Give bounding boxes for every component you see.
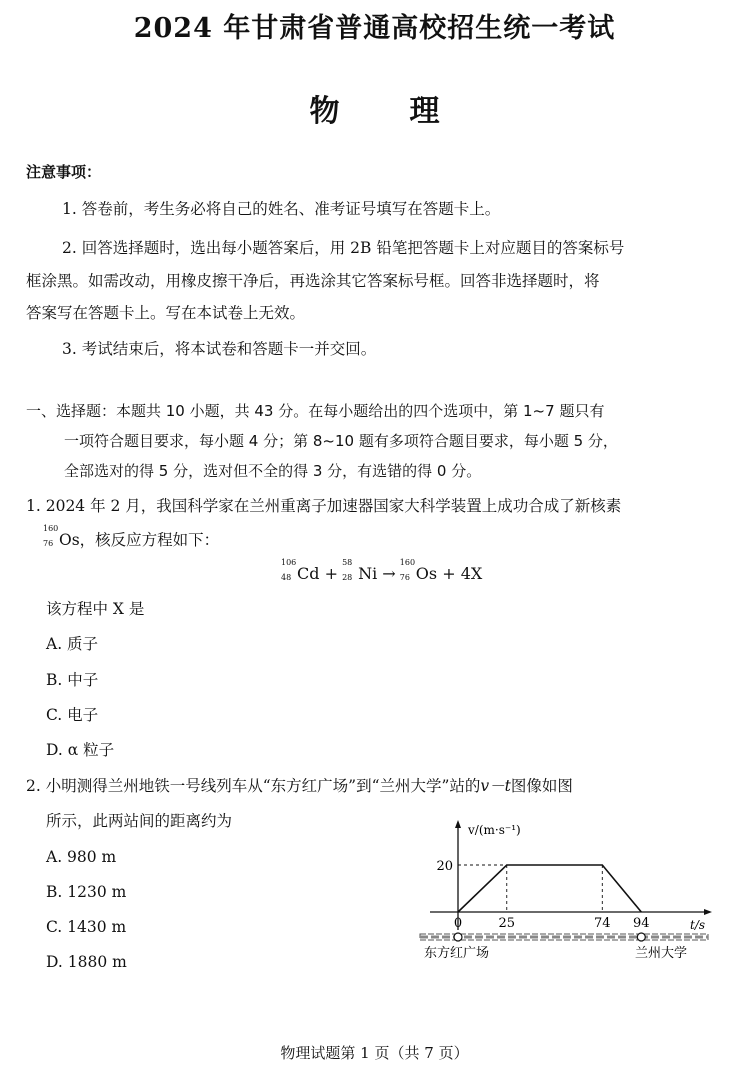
section-1-line-2: 一项符合题目要求，每小题 4 分；第 8~10 题有多项符合题目要求，每小题 5 分， — [64, 432, 618, 450]
vt-label: v－t — [480, 777, 511, 795]
x-axis-arrow — [704, 909, 712, 915]
cd-nuclide: 106 48 — [281, 558, 297, 582]
x-tick-0: 0 — [453, 916, 463, 931]
q1-option-d: D. α 粒子 — [46, 741, 115, 759]
x-tick-25: 25 — [498, 916, 516, 931]
os-nuclide: 160 76 — [399, 558, 416, 582]
q1-stem-line-2: 160 76 Os，核反应方程如下： — [43, 524, 220, 549]
velocity-series-line — [458, 865, 641, 912]
exam-title: 2024 年甘肃省普通高校招生统一考试 — [133, 13, 616, 44]
note-item-1: 1. 答卷前，考生务必将自己的姓名、准考证号填写在答题卡上。 — [62, 200, 501, 218]
y-axis-arrow — [455, 820, 461, 828]
q2-option-a: A. 980 m — [46, 848, 117, 866]
q2-option-d: D. 1880 m — [46, 953, 127, 971]
q1-question: 该方程中 X 是 — [46, 600, 145, 618]
note-item-3: 3. 考试结束后，将本试卷和答题卡一并交回。 — [62, 340, 377, 358]
station-end-label: 兰州大学 — [635, 946, 688, 961]
nuclear-equation: 106 48 Cd + 58 28 Ni → 160 76 Os + 4X — [281, 558, 483, 583]
x-axis-label: t/s — [690, 918, 706, 932]
subject-title: 物理 — [309, 94, 510, 129]
q1-option-c: C. 电子 — [46, 706, 99, 724]
q1-stem-line-1: 1. 2024 年 2 月，我国科学家在兰州重离子加速器国家大科学装置上成功合成了新核素 — [26, 497, 622, 515]
x-tick-74: 74 — [594, 916, 611, 931]
os-nuclide-inline: 160 76 — [43, 524, 59, 548]
station-end-marker — [637, 933, 645, 941]
q2-stem-line-2: 所示，此两站间的距离约为 — [46, 812, 233, 830]
section-1-instructions — [26, 396, 726, 486]
q2-stem-line-1: 2. 小明测得兰州地铁一号线列车从“东方红广场”到“兰州大学”站的v－t图像如图 — [26, 777, 573, 795]
q2-option-c: C. 1430 m — [46, 918, 127, 936]
y-axis-label: v/(m·s⁻¹) — [468, 823, 521, 837]
y-tick-20: 20 — [436, 859, 453, 874]
station-start-marker — [454, 933, 462, 941]
q1-option-b: B. 中子 — [46, 671, 99, 689]
q1-option-a: A. 质子 — [46, 635, 99, 653]
page-footer: 物理试题第 1 页（共 7 页） — [280, 1044, 469, 1062]
vt-chart — [400, 818, 720, 968]
note-item-2-line-2: 框涂黑。如需改动，用橡皮擦干净后，再选涂其它答案标号框。回答非选择题时，将 — [26, 272, 600, 290]
ni-nuclide: 58 28 — [342, 558, 353, 582]
x-tick-94: 94 — [633, 916, 650, 931]
station-start-label: 东方红广场 — [424, 946, 490, 961]
note-item-2-line-1: 2. 回答选择题时，选出每小题答案后，用 2B 铅笔把答题卡上对应题目的答案标号 — [62, 239, 625, 257]
q2-option-b: B. 1230 m — [46, 883, 127, 901]
section-1-line-3: 全部选对的得 5 分，选对但不全的得 3 分，有选错的得 0 分。 — [64, 462, 482, 480]
section-1-line-1: 一、选择题：本题共 10 小题，共 43 分。在每小题给出的四个选项中，第 1~7 题只有 — [26, 402, 605, 420]
note-item-2-line-3: 答案写在答题卡上。写在本试卷上无效。 — [26, 304, 306, 322]
notes-heading: 注意事项： — [26, 163, 102, 181]
